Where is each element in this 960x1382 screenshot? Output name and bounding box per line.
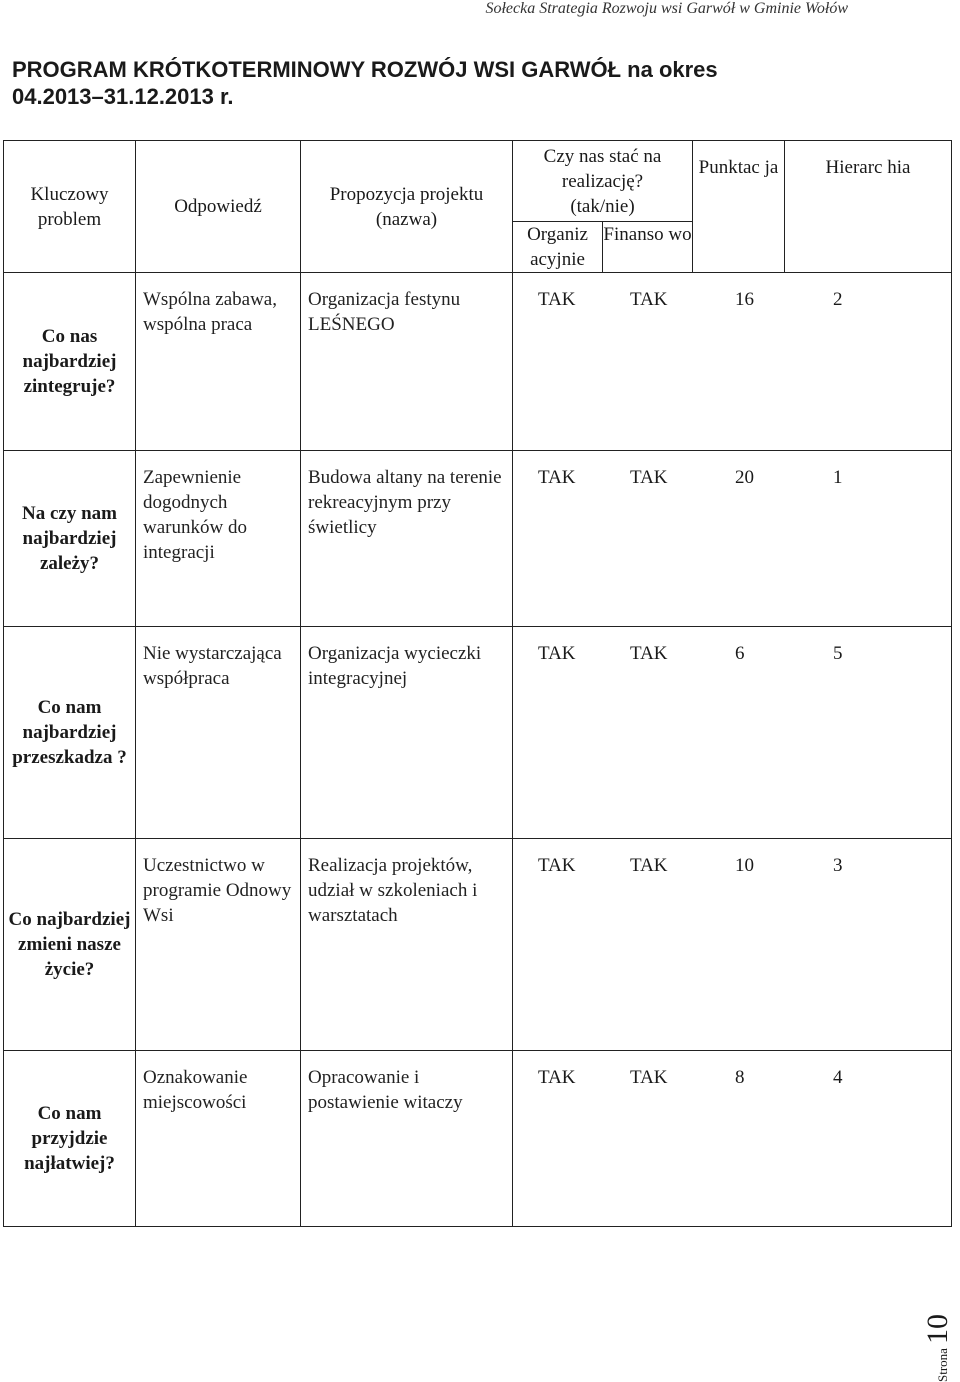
row-financial: TAK — [630, 855, 668, 876]
row-hierarchy: 1 — [833, 467, 843, 488]
row-answer: Uczestnictwo w programie Odnowy Wsi — [136, 839, 301, 1051]
row-organizational: TAK — [538, 1067, 576, 1088]
row-hierarchy: 5 — [833, 643, 843, 664]
row-score: 16 — [735, 289, 754, 310]
title-line-1: PROGRAM KRÓTKOTERMINOWY ROZWÓJ WSI GARWÓŁ na okres — [12, 57, 718, 82]
header-score: Punktac ja — [693, 141, 785, 273]
row-financial: TAK — [630, 289, 668, 310]
header-feasibility-subcolumns — [513, 221, 692, 272]
row-organizational: TAK — [538, 643, 576, 664]
strategy-table — [3, 140, 952, 1227]
row-values — [513, 839, 952, 1051]
row-problem: Na czy nam najbardziej zależy? — [4, 451, 136, 627]
header-answer: Odpowiedź — [136, 141, 301, 273]
row-problem: Co nas najbardziej zintegruje? — [4, 273, 136, 451]
row-answer: Oznakowanie miejscowości — [136, 1051, 301, 1227]
row-proposal: Organizacja festynu LEŚNEGO — [301, 273, 513, 451]
row-problem: Co najbardziej zmieni nasze życie? — [4, 839, 136, 1051]
row-hierarchy: 4 — [833, 1067, 843, 1088]
row-score: 10 — [735, 855, 754, 876]
row-financial: TAK — [630, 467, 668, 488]
header-row — [4, 141, 952, 273]
page-title — [12, 56, 812, 110]
row-organizational: TAK — [538, 289, 576, 310]
row-answer: Zapewnienie dogodnych warunków do integracji — [136, 451, 301, 627]
table-row — [4, 1051, 952, 1227]
row-financial: TAK — [630, 643, 668, 664]
row-proposal: Realizacja projektów, udział w szkoleniach i warsztatach — [301, 839, 513, 1051]
row-values — [513, 1051, 952, 1227]
row-values — [513, 627, 952, 839]
row-problem: Co nam najbardziej przeszkadza ? — [4, 627, 136, 839]
running-header: Sołecka Strategia Rozwoju wsi Garwół w Gminie Wołów — [485, 0, 848, 17]
table-row — [4, 839, 952, 1051]
row-organizational: TAK — [538, 467, 576, 488]
row-organizational: TAK — [538, 855, 576, 876]
table-row — [4, 451, 952, 627]
row-proposal: Organizacja wycieczki integracyjnej — [301, 627, 513, 839]
row-hierarchy: 2 — [833, 289, 843, 310]
row-problem: Co nam przyjdzie najłatwiej? — [4, 1051, 136, 1227]
header-proposal: Propozycja projektu (nazwa) — [301, 141, 513, 273]
row-values — [513, 273, 952, 451]
page-label: Strona — [935, 1348, 950, 1382]
page-number: 10 — [921, 1314, 954, 1345]
row-score: 6 — [735, 643, 745, 664]
row-proposal: Opracowanie i postawienie witaczy — [301, 1051, 513, 1227]
table-row — [4, 273, 952, 451]
header-financial: Finanso wo — [603, 224, 692, 245]
header-feasibility-title: Czy nas stać na realizację? — [543, 146, 662, 192]
row-financial: TAK — [630, 1067, 668, 1088]
title-line-2: 04.2013–31.12.2013 r. — [12, 84, 234, 109]
header-feasibility-hint: (tak/nie) — [570, 196, 635, 217]
row-hierarchy: 3 — [833, 855, 843, 876]
row-values — [513, 451, 952, 627]
table-row — [4, 627, 952, 839]
header-organizational: Organiz acyjnie — [513, 222, 603, 272]
row-score: 8 — [735, 1067, 745, 1088]
header-hierarchy: Hierarc hia — [785, 141, 952, 273]
row-score: 20 — [735, 467, 754, 488]
page-number-block — [915, 1262, 960, 1382]
row-answer: Nie wystarczająca współpraca — [136, 627, 301, 839]
header-problem: Kluczowy problem — [4, 141, 136, 273]
header-feasibility — [513, 141, 693, 273]
row-proposal: Budowa altany na terenie rekreacyjnym przy świetlicy — [301, 451, 513, 627]
row-answer: Wspólna zabawa, wspólna praca — [136, 273, 301, 451]
